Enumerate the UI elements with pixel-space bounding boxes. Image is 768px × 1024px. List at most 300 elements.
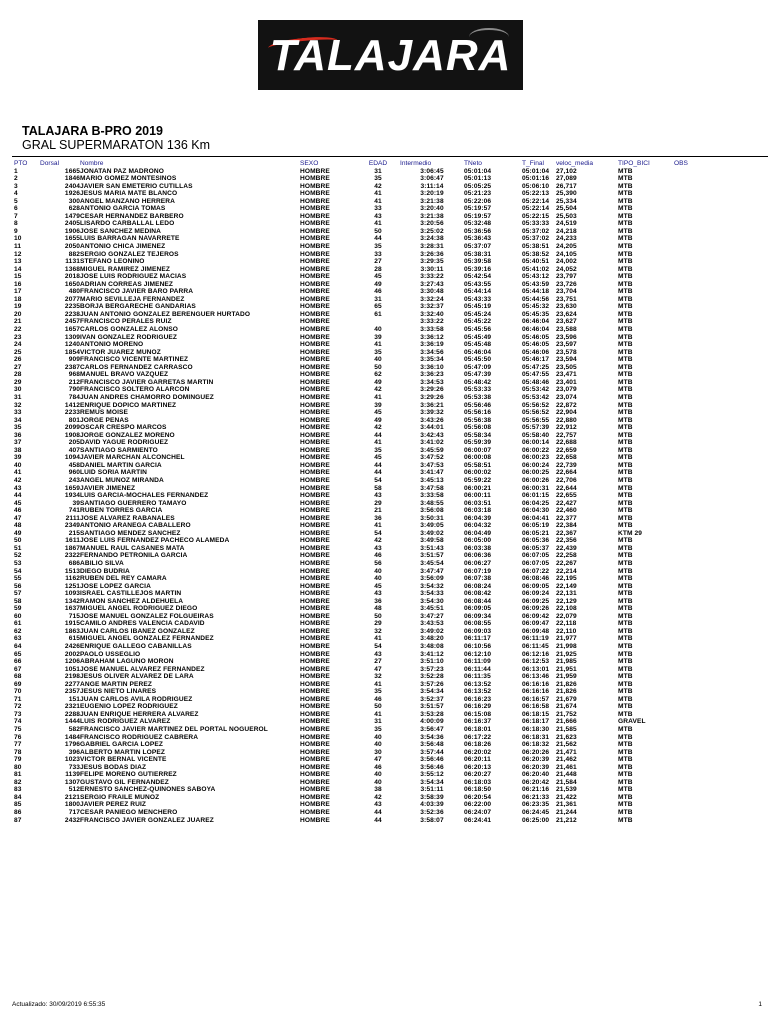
cell-pto: 30 [14, 386, 22, 394]
cell-dorsal: 1051 [40, 666, 80, 674]
cell-dorsal: 686 [40, 560, 80, 568]
table-row [14, 183, 704, 191]
table-row [14, 658, 704, 666]
cell-veloc-media: 21,752 [556, 711, 618, 719]
cell-intermedio: 3:47:58 [400, 485, 464, 493]
cell-obs [674, 620, 704, 628]
cell-edad: 50 [374, 703, 382, 711]
cell-t-final: 06:05:19 [522, 522, 550, 530]
cell-tneto: 05:39:58 [464, 258, 522, 266]
cell-edad: 38 [356, 786, 400, 794]
cell-obs [674, 235, 704, 243]
cell-nombre: JUAN CARLOS AVILA RODRIGUEZ [80, 696, 300, 704]
cell-dorsal: 882 [68, 250, 80, 258]
cell-nombre: SANTIAGO SARMIENTO [80, 446, 158, 454]
cell-veloc-media: 23,588 [556, 326, 577, 334]
cell-tipo-bici: MTB [618, 643, 633, 650]
cell-veloc-media: 21,461 [556, 763, 577, 771]
cell-t-final: 05:48:46 [522, 379, 556, 387]
cell-pto: 36 [14, 431, 22, 439]
cell-tneto: 06:20:02 [464, 748, 492, 756]
table-row [14, 220, 704, 228]
cell-dorsal: 733 [68, 763, 80, 771]
cell-obs [674, 718, 704, 726]
cell-dorsal: 2198 [64, 673, 80, 681]
cell-intermedio: 3:54:32 [420, 582, 444, 590]
cell-sexo: HOMBRE [300, 530, 356, 538]
cell-sexo: HOMBRE [300, 515, 356, 523]
cell-dorsal: 2288 [40, 711, 80, 719]
cell-veloc-media: 23,079 [556, 386, 577, 394]
cell-nombre: VICTOR BERNAL VICENTE [80, 756, 300, 764]
table-row [14, 666, 704, 674]
cell-intermedio: 3:21:38 [400, 198, 464, 206]
cell-dorsal: 407 [68, 446, 80, 454]
cell-tipo-bici: MTB [618, 446, 633, 454]
cell-intermedio: 3:51:11 [400, 786, 464, 794]
cell-edad: 42 [356, 424, 400, 432]
cell-obs [674, 364, 704, 372]
cell-obs [674, 198, 704, 206]
cell-intermedio: 4:00:09 [420, 718, 444, 726]
cell-pto: 41 [14, 469, 40, 477]
cell-obs [674, 688, 704, 696]
cell-intermedio: 3:30:48 [400, 288, 464, 296]
cell-nombre: DIEGO BUDRIA [80, 567, 130, 575]
cell-edad: 40 [374, 778, 382, 786]
cell-nombre: JOSE LUIS RODRIGUEZ MACIAS [80, 273, 300, 281]
cell-sexo: HOMBRE [300, 431, 330, 439]
cell-nombre: SANTIAGO MENDEZ SANCHEZ [80, 530, 300, 538]
table-row [14, 318, 704, 326]
cell-tipo-bici: MTB [618, 627, 633, 635]
cell-nombre: MANUEL BRAVO VAZQUEZ [80, 371, 169, 379]
cell-tneto: 06:13:52 [464, 688, 492, 696]
cell-veloc-media: 25,504 [556, 205, 577, 213]
cell-intermedio: 3:45:54 [400, 560, 464, 568]
table-row [14, 205, 704, 213]
cell-tipo-bici: MTB [618, 303, 674, 311]
table-row [14, 522, 704, 530]
cell-t-final: 06:07:05 [522, 552, 550, 560]
cell-sexo: HOMBRE [300, 273, 356, 281]
cell-veloc-media: 24,205 [556, 243, 618, 251]
cell-pto: 52 [14, 552, 22, 560]
cell-obs [674, 379, 704, 387]
cell-tneto: 06:20:54 [464, 793, 492, 801]
header-col-dorsal: Dorsal [40, 160, 60, 167]
cell-intermedio: 3:56:09 [400, 575, 464, 583]
cell-obs [674, 801, 704, 809]
cell-obs [674, 447, 704, 455]
cell-nombre: LUID SORIA MARTIN [80, 469, 300, 477]
cell-t-final: 06:18:15 [522, 711, 556, 719]
cell-nombre: ANGEL MANZANO HERRERA [80, 198, 300, 206]
cell-nombre: JAVIER PEREZ RUIZ [80, 801, 300, 809]
table-row [14, 703, 704, 711]
cell-sexo: HOMBRE [300, 560, 356, 568]
page-title: TALAJARA B-PRO 2019 [22, 124, 163, 138]
cell-obs [674, 771, 704, 779]
table-row [14, 198, 704, 206]
cell-t-final: 06:12:16 [522, 651, 556, 659]
cell-t-final: 05:58:40 [522, 431, 550, 439]
cell-veloc-media: 22,659 [556, 446, 577, 454]
table-row [14, 417, 704, 425]
cell-sexo: HOMBRE [300, 575, 356, 583]
cell-nombre: LUIS GARCIA-MOCHALES FERNANDEZ [80, 492, 209, 500]
cell-obs [674, 552, 704, 560]
cell-intermedio: 3:52:28 [420, 673, 444, 681]
cell-t-final: 06:00:26 [522, 476, 550, 484]
cell-nombre: LUIS BARRAGAN NAVARRETE [80, 235, 180, 243]
cell-dorsal: 1800 [40, 801, 80, 809]
cell-intermedio: 3:48:55 [400, 500, 464, 508]
cell-edad: 49 [356, 379, 400, 387]
cell-t-final: 06:23:35 [522, 801, 556, 809]
cell-tipo-bici: MTB [618, 666, 674, 674]
cell-sexo: HOMBRE [300, 726, 356, 734]
cell-obs [674, 334, 704, 342]
cell-nombre: FELIPE MORENO GUTIERREZ [80, 771, 300, 779]
cell-pto: 72 [14, 703, 22, 711]
cell-veloc-media: 22,872 [556, 401, 577, 409]
cell-nombre: LUIS RODRIGUEZ ALVAREZ [80, 718, 171, 726]
cell-nombre: ABILIO SILVA [80, 560, 300, 568]
cell-t-final: 06:11:19 [522, 635, 556, 643]
table-row [14, 711, 704, 719]
cell-intermedio: 3:36:21 [420, 401, 444, 409]
cell-tneto: 06:18:26 [464, 741, 522, 749]
cell-tipo-bici: MTB [618, 220, 633, 228]
cell-sexo: HOMBRE [300, 461, 330, 469]
cell-pto: 2 [14, 175, 18, 183]
cell-t-final: 06:24:45 [522, 809, 550, 817]
cell-edad: 40 [356, 575, 400, 583]
cell-edad: 43 [356, 651, 400, 659]
cell-sexo: HOMBRE [300, 454, 356, 462]
table-row [14, 251, 704, 259]
table-row [14, 190, 704, 198]
cell-veloc-media: 27,102 [556, 168, 618, 176]
cell-dorsal: 2018 [40, 273, 80, 281]
cell-nombre: JONATAN PAZ MADROÑO [80, 168, 300, 176]
cell-edad: 41 [356, 711, 400, 719]
cell-nombre: RUBEN TORRES GARCIA [80, 507, 163, 515]
cell-tneto: 06:09:03 [464, 627, 492, 635]
cell-t-final: 06:46:04 [522, 326, 550, 334]
cell-edad: 48 [356, 605, 400, 613]
cell-sexo: HOMBRE [300, 582, 330, 590]
cell-intermedio: 3:32:37 [400, 303, 464, 311]
cell-veloc-media: 24,233 [556, 235, 577, 243]
table-row [14, 228, 704, 236]
cell-nombre: JAVIER MARCHAN ALCONCHEL [80, 454, 300, 462]
cell-t-final: 06:18:32 [522, 741, 556, 749]
table-row [14, 771, 704, 779]
cell-sexo: HOMBRE [300, 620, 356, 628]
cell-veloc-media: 22,739 [556, 461, 577, 469]
cell-tneto: 05:01:04 [464, 168, 522, 176]
cell-veloc-media: 24,218 [556, 228, 618, 236]
cell-t-final: 06:05:37 [522, 545, 556, 553]
cell-pto: 14 [14, 265, 22, 273]
cell-veloc-media: 24,002 [556, 258, 618, 266]
cell-t-final: 06:12:53 [522, 658, 550, 666]
table-row [14, 801, 704, 809]
cell-pto: 29 [14, 379, 40, 387]
cell-pto: 49 [14, 530, 40, 538]
cell-t-final: 06:08:46 [522, 575, 556, 583]
cell-tipo-bici: MTB [618, 500, 674, 508]
cell-dorsal: 2405 [64, 220, 80, 228]
cell-edad: 44 [374, 431, 382, 439]
cell-dorsal: 1412 [64, 401, 80, 409]
cell-t-final: 05:45:35 [522, 310, 550, 318]
cell-dorsal: 2050 [40, 243, 80, 251]
cell-tneto: 05:45:19 [464, 303, 522, 311]
cell-veloc-media: 21,977 [556, 635, 618, 643]
cell-tipo-bici: MTB [618, 454, 674, 462]
table-row [14, 379, 704, 387]
cell-dorsal: 205 [40, 439, 80, 447]
cell-tneto: 05:59:22 [464, 476, 492, 484]
cell-intermedio: 3:54:34 [420, 688, 444, 696]
cell-obs [674, 568, 704, 576]
cell-pto: 79 [14, 756, 40, 764]
cell-tipo-bici: MTB [618, 409, 674, 417]
cell-pto: 67 [14, 666, 40, 674]
cell-tipo-bici: MTB [618, 567, 633, 575]
cell-veloc-media: 21,361 [556, 801, 618, 809]
cell-sexo: HOMBRE [300, 409, 356, 417]
cell-pto: 64 [14, 643, 22, 650]
cell-obs [674, 371, 704, 379]
cell-veloc-media: 24,105 [556, 250, 577, 258]
cell-edad: 42 [356, 183, 400, 191]
table-row [14, 500, 704, 508]
table-row [14, 560, 704, 568]
cell-obs [674, 515, 704, 523]
cell-obs [674, 809, 704, 817]
cell-tipo-bici: MTB [618, 545, 674, 553]
cell-dorsal: 2077 [64, 295, 80, 303]
cell-pto: 70 [14, 688, 22, 696]
table-row [14, 266, 704, 274]
cell-dorsal: 784 [40, 394, 80, 402]
cell-t-final: 05:56:52 [522, 401, 550, 409]
cell-t-final: 06:09:24 [522, 590, 556, 598]
cell-tipo-bici: GRAVEL [618, 718, 646, 726]
cell-sexo: HOMBRE [300, 310, 330, 318]
cell-veloc-media: 27,089 [556, 175, 577, 183]
cell-dorsal: 1908 [64, 431, 80, 439]
cell-veloc-media: 21,584 [556, 778, 577, 786]
cell-intermedio: 3:26:36 [420, 250, 444, 258]
cell-tneto: 06:18:01 [464, 726, 522, 734]
cell-edad: 32 [374, 627, 382, 635]
cell-edad: 36 [356, 515, 400, 523]
cell-veloc-media: 22,214 [556, 567, 577, 575]
cell-sexo: HOMBRE [300, 703, 330, 711]
footer-updated-timestamp: Actualizado: 30/09/2019 6:55:35 [12, 1001, 106, 1008]
cell-dorsal: 1479 [40, 213, 80, 221]
table-row [14, 575, 704, 583]
cell-nombre: CESAR HERNANDEZ BARBERO [80, 213, 300, 221]
cell-t-final: 05:46:05 [522, 341, 550, 349]
cell-sexo: HOMBRE [300, 666, 356, 674]
cell-tipo-bici: MTB [618, 364, 674, 372]
cell-nombre: ERNESTO SANCHEZ-QUIÑONES SABOYA [80, 786, 300, 794]
cell-nombre: FRANCISCO JAVIER MARTINEZ DEL PORTAL NOGUEROL [80, 726, 300, 734]
cell-pto: 34 [14, 416, 22, 424]
table-row [14, 175, 704, 183]
cell-veloc-media: 23,578 [556, 349, 618, 357]
cell-intermedio: 3:56:08 [420, 507, 444, 515]
cell-tipo-bici: MTB [618, 394, 674, 402]
cell-dorsal: 1513 [64, 567, 80, 575]
cell-veloc-media: 21,679 [556, 696, 618, 704]
cell-dorsal: 458 [68, 461, 80, 469]
cell-intermedio: 3:32:40 [420, 310, 444, 318]
cell-tneto: 05:56:08 [464, 424, 522, 432]
table-row [14, 613, 704, 621]
table-row [14, 817, 704, 825]
cell-t-final: 06:16:58 [522, 703, 550, 711]
cell-nombre: FRANCISCO VICENTE MARTINEZ [80, 356, 189, 364]
cell-nombre: JOSE ALVAREZ RABANALES [80, 515, 300, 523]
cell-tneto: 06:09:05 [464, 605, 522, 613]
cell-tneto: 06:16:37 [464, 718, 492, 726]
cell-tipo-bici: MTB [618, 582, 633, 590]
cell-obs [674, 560, 704, 568]
cell-pto: 47 [14, 515, 40, 523]
cell-sexo: HOMBRE [300, 476, 330, 484]
cell-tneto: 06:11:44 [464, 666, 522, 674]
cell-t-final: 06:21:33 [522, 793, 550, 801]
cell-edad: 43 [356, 590, 400, 598]
cell-veloc-media: 21,985 [556, 658, 577, 666]
cell-obs [674, 477, 704, 485]
cell-edad: 33 [374, 205, 382, 213]
cell-sexo: HOMBRE [300, 220, 330, 228]
table-row [14, 386, 704, 394]
cell-nombre: RUBEN DEL REY CAMARA [80, 575, 300, 583]
cell-t-final: 05:47:25 [522, 364, 556, 372]
cell-t-final: 06:04:30 [522, 507, 550, 515]
cell-intermedio: 3:56:47 [400, 726, 464, 734]
cell-pto: 38 [14, 446, 22, 454]
cell-tneto: 05:45:49 [464, 334, 522, 342]
cell-edad: 39 [356, 334, 400, 342]
cell-dorsal: 2432 [40, 817, 80, 825]
cell-nombre: JUAN CARLOS IBAÑEZ GONZALEZ [80, 627, 195, 635]
cell-tipo-bici: MTB [618, 696, 674, 704]
cell-obs [674, 598, 704, 606]
cell-tipo-bici: MTB [618, 213, 674, 221]
cell-edad: 65 [356, 303, 400, 311]
cell-obs [674, 734, 704, 742]
cell-sexo: HOMBRE [300, 612, 330, 620]
cell-nombre: ANGE MARTIN PEREZ [80, 681, 300, 689]
cell-pto: 25 [14, 349, 40, 357]
table-row [14, 303, 704, 311]
cell-dorsal: 1655 [64, 235, 80, 243]
cell-pto: 32 [14, 401, 22, 409]
cell-pto: 7 [14, 213, 40, 221]
cell-tneto: 05:22:06 [464, 198, 522, 206]
cell-tneto: 06:18:50 [464, 786, 522, 794]
cell-t-final: 05:56:52 [522, 409, 556, 417]
cell-tneto: 05:56:46 [464, 401, 492, 409]
cell-tneto: 06:08:44 [464, 597, 492, 605]
cell-edad: 44 [356, 469, 400, 477]
cell-tipo-bici: MTB [618, 371, 633, 379]
cell-t-final: 06:16:57 [522, 696, 556, 704]
cell-edad: 42 [374, 537, 382, 545]
cell-intermedio: 3:11:14 [400, 183, 464, 191]
cell-veloc-media: 25,334 [556, 198, 618, 206]
cell-nombre: JESUS MARIA MATE BLANCO [80, 190, 178, 198]
table-row [14, 349, 704, 357]
cell-tneto: 05:01:13 [464, 175, 492, 183]
cell-veloc-media: 23,797 [556, 273, 618, 281]
cell-pto: 10 [14, 235, 22, 243]
cell-t-final: 05:22:15 [522, 213, 556, 221]
cell-obs [674, 311, 704, 319]
cell-edad: 41 [356, 439, 400, 447]
cell-t-final: 06:00:14 [522, 439, 556, 447]
cell-dorsal: 1906 [40, 228, 80, 236]
cell-edad: 35 [356, 349, 400, 357]
cell-tipo-bici: KTM 29 [618, 530, 674, 538]
cell-t-final: 05:38:52 [522, 250, 550, 258]
cell-tipo-bici: MTB [618, 424, 674, 432]
table-row [14, 341, 704, 349]
cell-tipo-bici: MTB [618, 190, 633, 198]
cell-veloc-media: 21,244 [556, 809, 577, 817]
table-row [14, 371, 704, 379]
cell-tneto: 05:45:56 [464, 326, 492, 334]
cell-edad: 50 [374, 612, 382, 620]
cell-obs [674, 288, 704, 296]
cell-tipo-bici: MTB [618, 741, 674, 749]
cell-sexo: HOMBRE [300, 545, 356, 553]
table-row [14, 462, 704, 470]
cell-tneto: 06:08:55 [464, 620, 522, 628]
cell-veloc-media: 23,594 [556, 356, 577, 364]
cell-t-final: 06:16:16 [522, 688, 550, 696]
cell-obs [674, 651, 704, 659]
cell-tneto: 05:47:39 [464, 371, 492, 379]
cell-t-final: 06:00:31 [522, 485, 556, 493]
cell-obs [674, 243, 704, 251]
cell-obs [674, 522, 704, 530]
cell-t-final: 05:01:04 [522, 168, 556, 176]
cell-intermedio: 3:49:02 [420, 627, 444, 635]
cell-intermedio: 3:21:38 [400, 213, 464, 221]
cell-sexo: HOMBRE [300, 537, 330, 545]
cell-intermedio: 3:36:23 [420, 371, 444, 379]
cell-nombre: FRANCISCO JAVIER GONZALEZ JUAREZ [80, 817, 300, 825]
cell-sexo: HOMBRE [300, 500, 356, 508]
cell-pto: 8 [14, 220, 18, 228]
cell-pto: 37 [14, 439, 40, 447]
cell-tneto: 05:59:39 [464, 439, 522, 447]
cell-sexo: HOMBRE [300, 778, 330, 786]
table-row [14, 326, 704, 334]
table-row [14, 288, 704, 296]
